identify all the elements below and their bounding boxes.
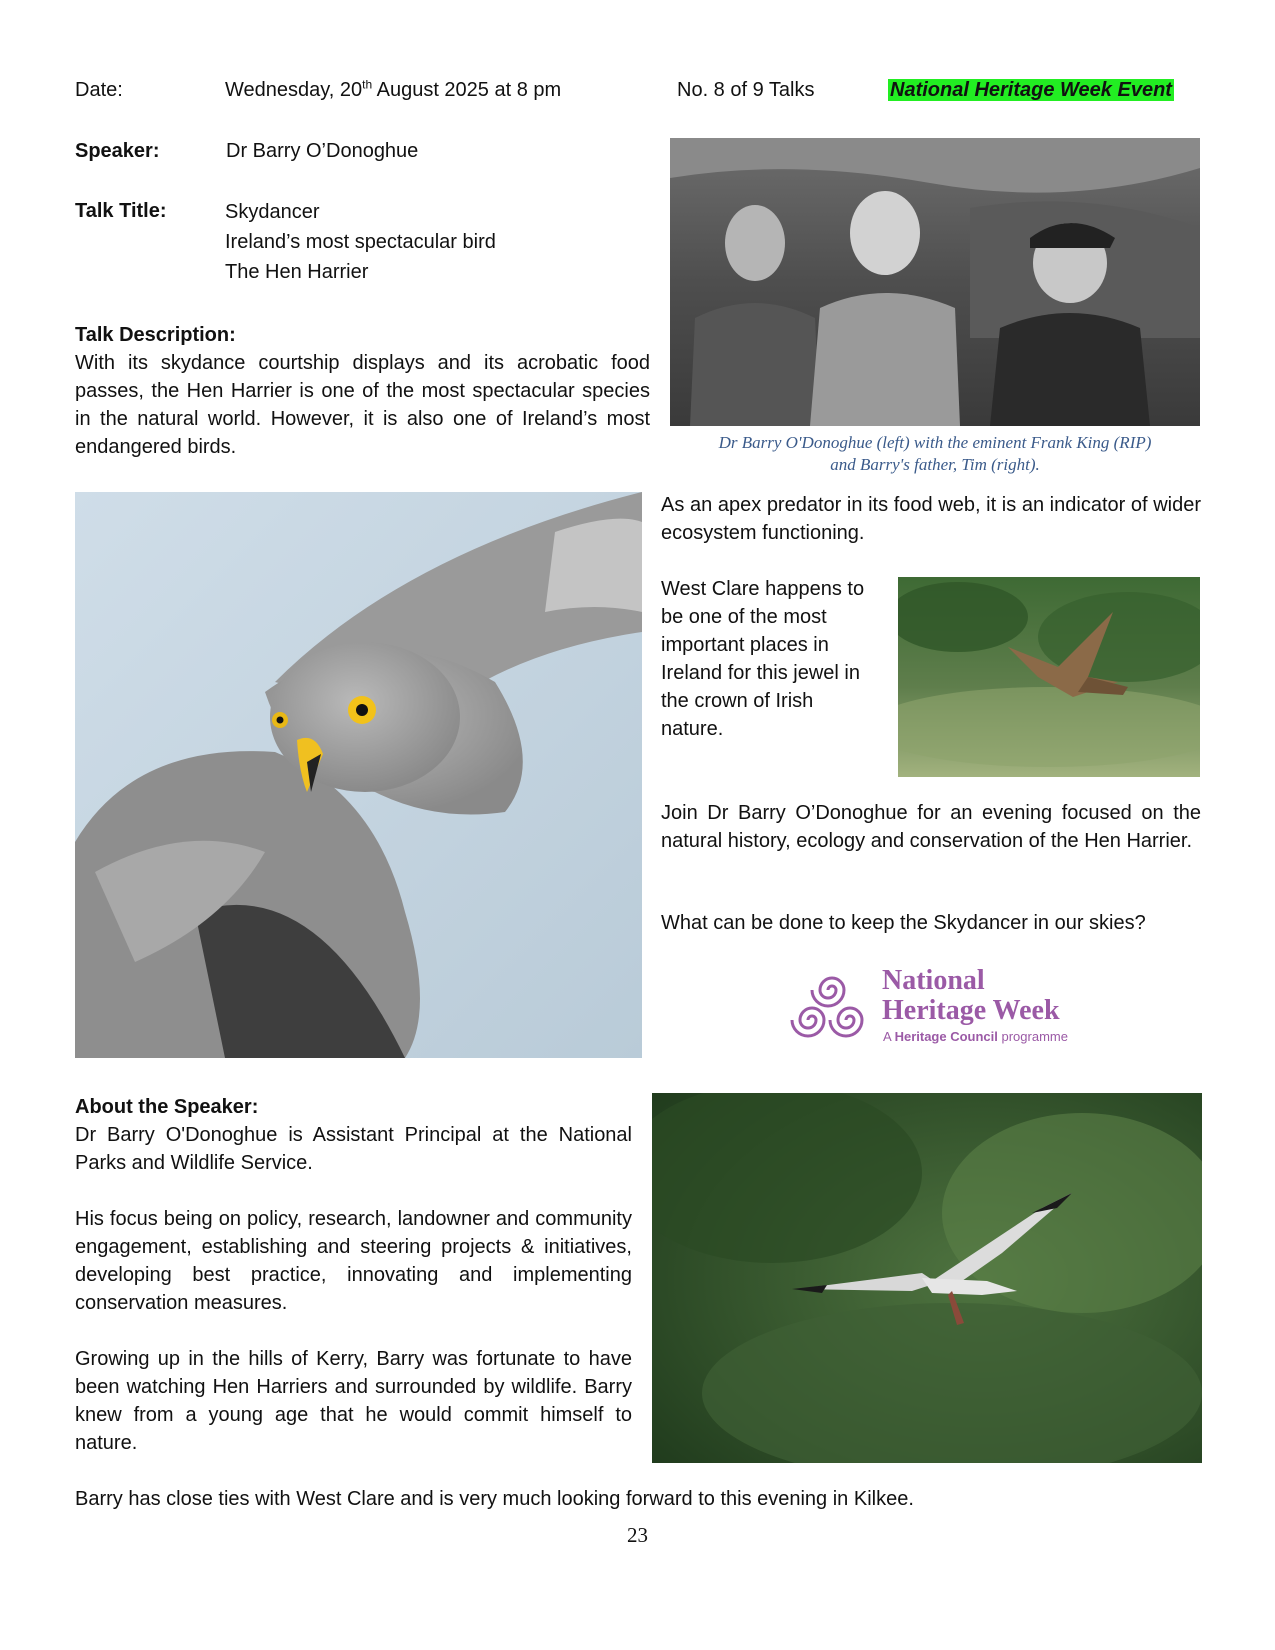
- description-p4: Join Dr Barry O’Donoghue for an evening focused on the natural history, ecology and conservation of the Hen Harrier.: [661, 802, 1201, 852]
- logo-wordmark: [882, 966, 1060, 1026]
- about-p1: Dr Barry O'Donoghue is Assistant Principal at the National Parks and Wildlife Service.: [75, 1124, 632, 1174]
- description-p2: As an apex predator in its food web, it is an indicator of wider ecosystem functioning.: [661, 494, 1201, 544]
- event-badge: [888, 76, 1174, 104]
- hen-harrier-flight-image: [898, 577, 1200, 777]
- hen-harrier-soaring-image: [652, 1093, 1202, 1463]
- logo-line: Heritage Week: [882, 995, 1060, 1026]
- triskele-spiral-icon: [790, 968, 874, 1040]
- talk-title-line: The Hen Harrier: [225, 261, 369, 283]
- hen-harrier-flight-photo: [898, 577, 1200, 777]
- date-suffix: th: [362, 77, 373, 92]
- page-number: 23: [627, 1523, 648, 1547]
- logo-tag-prefix: A: [883, 1029, 895, 1044]
- logo-tag-suffix: programme: [997, 1029, 1068, 1044]
- speaker-name: Dr Barry O’Donoghue: [226, 140, 419, 162]
- date-rest: August 2025 at 8 pm: [372, 79, 562, 101]
- group-photo-image: [670, 138, 1200, 426]
- description-p5: What can be done to keep the Skydancer in our skies?: [661, 912, 1146, 934]
- talk-title-line: Skydancer: [225, 201, 320, 223]
- speaker-group-photo: [670, 138, 1200, 426]
- talk-description-heading: Talk Description:: [75, 324, 236, 346]
- date-value: [225, 76, 561, 104]
- talk-description-p1: With its skydance courtship displays and its acrobatic food passes, the Hen Harrier is one of the most spectacular species in the natural world. However, it is also one of Ireland’s most endangered birds.: [75, 352, 650, 458]
- about-heading: About the Speaker:: [75, 1096, 259, 1118]
- logo-tagline: [883, 1029, 1068, 1044]
- hen-harrier-soaring-photo: [652, 1093, 1202, 1463]
- date-day: Wednesday, 20: [225, 79, 363, 101]
- about-p3: Growing up in the hills of Kerry, Barry was fortunate to have been watching Hen Harriers and surrounded by wildlife. Barry knew from a young age that he would commit himself to nature.: [75, 1348, 632, 1454]
- description-p3: West Clare happens to be one of the most important places in Ireland for this jewel in the crown of Irish nature.: [661, 578, 865, 740]
- logo-tag-bold: Heritage Council: [894, 1029, 998, 1044]
- event-badge-text: National Heritage Week Event: [890, 79, 1172, 101]
- closing-statement: Barry has close ties with West Clare and is very much looking forward to this evening in Kilkee.: [75, 1488, 914, 1510]
- national-heritage-week-logo: [790, 966, 1090, 1046]
- hen-harrier-closeup-photo: [75, 492, 642, 1058]
- caption-line: Dr Barry O'Donoghue (left) with the eminent Frank King (RIP): [718, 433, 1152, 452]
- about-p2: His focus being on policy, research, landowner and community engagement, establishing and steering projects & initiatives, developing best practice, innovating and implementing conservation measures.: [75, 1208, 632, 1314]
- talk-number: No. 8 of 9 Talks: [677, 79, 815, 101]
- speaker-label: Speaker:: [75, 140, 160, 162]
- talk-title-label: Talk Title:: [75, 200, 167, 222]
- hen-harrier-closeup-image: [75, 492, 642, 1058]
- talk-title-lines: [225, 197, 496, 287]
- caption-line: and Barry's father, Tim (right).: [830, 455, 1040, 474]
- group-photo-caption: [670, 432, 1200, 476]
- date-label: Date:: [75, 79, 123, 101]
- talk-title-line: Ireland’s most spectacular bird: [225, 231, 496, 253]
- logo-line: National: [882, 965, 985, 996]
